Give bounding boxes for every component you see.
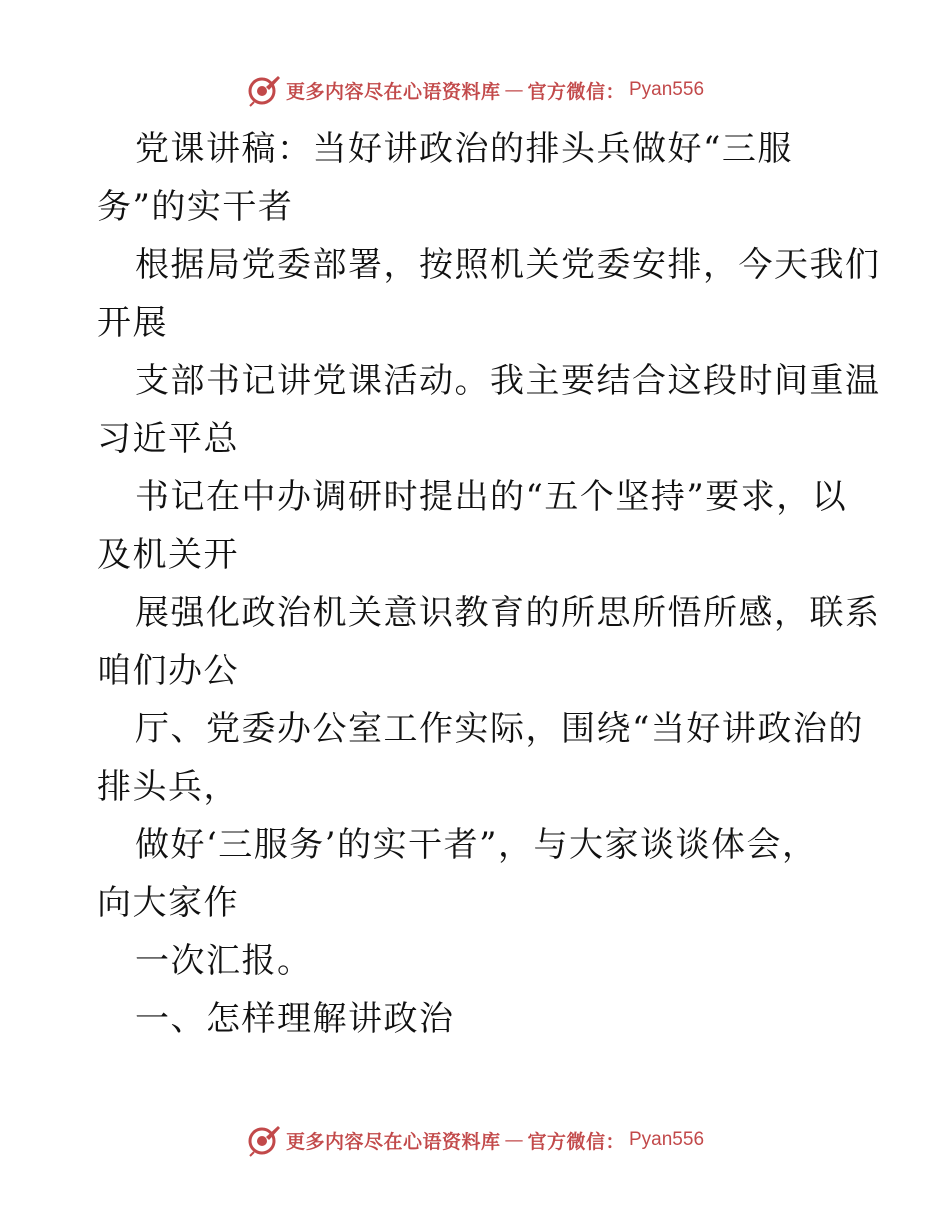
paragraph-line: 支部书记讲党课活动。我主要结合这段时间重温 [135, 361, 881, 401]
paragraph-line: 一次汇报。 [135, 941, 313, 981]
paragraph-line: 厅、党委办公室工作实际，围绕“当好讲政治的 [135, 709, 864, 749]
watermark-contact-label: 官方微信： [527, 80, 625, 103]
document-body [97, 120, 881, 1048]
paragraph-line: 根据局党委部署，按照机关党委安排，今天我们 [135, 245, 881, 285]
watermark-contact-label: 官方微信： [527, 1130, 625, 1153]
watermark-brand-text: 更多内容尽在心语资料库 [285, 80, 501, 103]
footer-watermark [0, 1118, 950, 1162]
paragraph-line: 咱们办公 [97, 651, 239, 691]
document-title-line-1: 党课讲稿：当好讲政治的排头兵做好“三服 [135, 129, 793, 169]
paragraph-line: 排头兵， [97, 767, 239, 807]
paragraph-line: 展强化政治机关意识教育的所思所悟所感，联系 [135, 593, 881, 633]
paragraph-line: 做好‘三服务’的实干者”，与大家谈谈体会， [135, 825, 818, 865]
watermark-separator: — [504, 79, 524, 101]
watermark-contact-id: Pyan556 [629, 79, 705, 100]
header-watermark [0, 68, 950, 112]
document-title-line-2: 务”的实干者 [97, 187, 294, 227]
watermark-brand-text: 更多内容尽在心语资料库 [285, 1130, 501, 1153]
watermark-separator: — [504, 1129, 524, 1151]
paragraph-line: 开展 [97, 303, 168, 343]
pen-logo-icon [246, 1122, 282, 1158]
paragraph-line: 及机关开 [97, 535, 239, 575]
paragraph-line: 习近平总 [97, 419, 239, 459]
paragraph-line: 向大家作 [97, 883, 239, 923]
watermark-contact-id: Pyan556 [629, 1129, 705, 1150]
section-heading: 一、怎样理解讲政治 [135, 999, 455, 1039]
pen-logo-icon [246, 72, 282, 108]
paragraph-line: 书记在中办调研时提出的“五个坚持”要求，以 [135, 477, 848, 517]
